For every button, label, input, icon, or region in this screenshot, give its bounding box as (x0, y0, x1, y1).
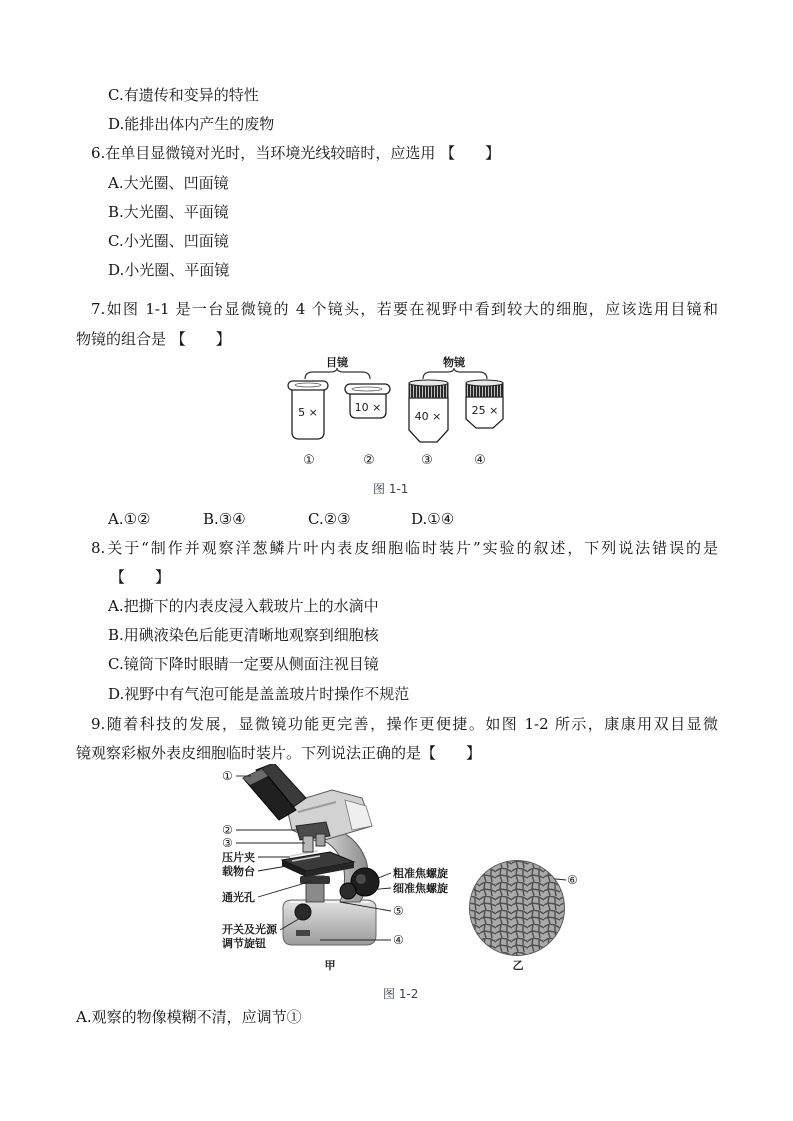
lens-2-magnification: 10 × (354, 401, 382, 414)
q8-option-c: C.镜筒下降时眼睛一定要从侧面注视目镜 (108, 655, 379, 673)
lens-1-eyepiece (288, 381, 328, 439)
base-label-plate (296, 930, 310, 936)
panel-b-label: 乙 (512, 959, 524, 972)
q7-stem-line-1: 7.如图 1-1 是一台显微镜的 4 个镜头，若要在视野中看到较大的细胞，应该选用目镜和 (91, 300, 718, 318)
label-coarse: 粗准焦螺旋 (393, 867, 448, 880)
q8-option-b: B.用碘液染色后能更清晰地观察到细胞核 (108, 626, 379, 644)
label-fine: 细准焦螺旋 (393, 882, 448, 895)
q6-option-d: D.小光圈、平面镜 (108, 261, 230, 279)
lens-4-objective (466, 380, 503, 428)
objective-group-label: 物镜 (443, 356, 465, 369)
q9-stem-line-1: 9.随着科技的发展，显微镜功能更完善，操作更便捷。如图 1-2 所示，康康用双目显微 (91, 715, 718, 733)
q7-option-c: C.②③ (308, 510, 351, 528)
light-switch-knob (295, 904, 311, 920)
lens-2-eyepiece (345, 384, 390, 418)
lens-4-number: ④ (474, 453, 486, 468)
lens-1-cap (288, 381, 328, 390)
lens-3-rim (409, 380, 448, 386)
q7-stem-line-2: 物镜的组合是 【 】 (76, 330, 231, 348)
lens-4-magnification: 25 × (471, 404, 499, 417)
q6-stem: 6.在单目显微镜对光时，当环境光线较暗时，应选用 【 】 (91, 144, 501, 162)
q5-option-d: D.能排出体内产生的废物 (108, 115, 275, 133)
q5-option-c: C.有遗传和变异的特性 (108, 86, 259, 104)
q6-option-a: A.大光圈、凹面镜 (108, 174, 229, 192)
eyepiece-brace (305, 368, 370, 379)
lens-4-rim (466, 380, 503, 386)
label-switch-line2: 调节旋钮 (222, 937, 266, 950)
figure-1-1-lenses (270, 348, 520, 473)
cell-view (468, 859, 568, 959)
fine-focus-knob (340, 883, 356, 899)
lens-3-magnification: 40 × (414, 410, 442, 423)
label-n5: ⑤ (393, 904, 404, 918)
objective-lens (303, 836, 313, 852)
lens-1-number: ① (303, 453, 315, 468)
q8-option-d: D.视野中有气泡可能是盖盖玻片时操作不规范 (108, 685, 410, 703)
lens-2-number: ② (363, 453, 375, 468)
label-n1: ① (222, 769, 233, 783)
objective-lens-2 (316, 834, 325, 846)
q7-option-b: B.③④ (203, 510, 246, 528)
lens-3-objective (409, 380, 448, 442)
q6-option-c: C.小光圈、凹面镜 (108, 232, 229, 250)
q7-option-d: D.①④ (411, 510, 455, 528)
figure-1-2-caption: 图 1-2 (383, 987, 419, 1001)
figure-1-1-caption: 图 1-1 (373, 482, 409, 496)
label-n2: ② (222, 823, 233, 837)
label-clip: 压片夹 (222, 851, 255, 864)
panel-a-label: 甲 (324, 959, 336, 972)
label-n6: ⑥ (567, 873, 578, 887)
label-switch-line1: 开关及光源 (222, 923, 277, 936)
q9-stem-line-2: 镜观察彩椒外表皮细胞临时装片。下列说法正确的是【 】 (76, 744, 482, 762)
q8-stem-line-1: 8.关于“制作并观察洋葱鳞片叶内表皮细胞临时装片”实验的叙述，下列说法错误的是 (91, 539, 718, 557)
coarse-knob-highlight (356, 874, 366, 884)
q9-option-a: A.观察的物像模糊不清，应调节① (76, 1008, 302, 1026)
label-stage: 载物台 (222, 865, 255, 878)
label-n3: ③ (222, 836, 233, 850)
cell-shade (470, 861, 564, 955)
figure-1-2-microscope (215, 764, 595, 976)
lens-1-magnification: 5 × (298, 406, 318, 419)
label-n4: ④ (393, 933, 404, 947)
q8-option-a: A.把撕下的内表皮浸入载玻片上的水滴中 (108, 597, 379, 615)
q8-stem-line-2: 【 】 (110, 568, 171, 586)
label-aperture: 通光孔 (222, 891, 255, 904)
objective-brace (423, 368, 487, 379)
q6-option-b: B.大光圈、平面镜 (108, 203, 229, 221)
q7-option-a: A.①② (108, 510, 151, 528)
lens-3-number: ③ (421, 453, 433, 468)
eyepiece-group-label: 目镜 (326, 356, 348, 369)
